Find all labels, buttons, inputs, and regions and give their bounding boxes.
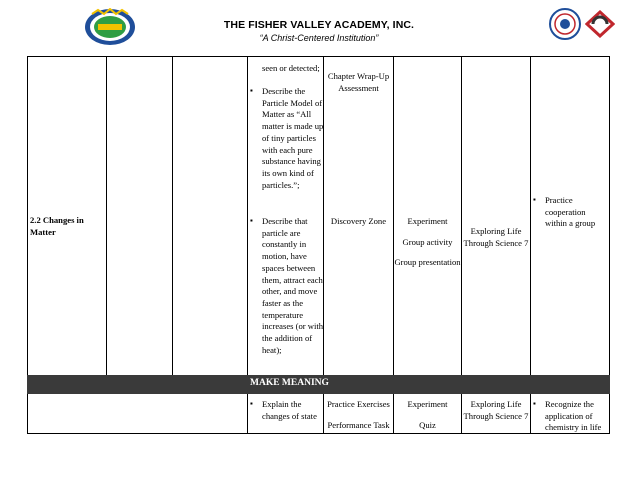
assessment-performance-task: Performance Task	[327, 420, 390, 430]
bullet-icon: ▪	[250, 399, 253, 408]
competency-particle-motion: Describe that particle are constantly in motion, have spaces between them, attract each other, and move faster as the temperature increases (or with the addition of heat);	[262, 216, 324, 355]
partner-logo	[585, 10, 615, 38]
activity-experiment: Experiment	[407, 399, 448, 409]
topic-cell: 2.2 Changes in Matter	[30, 215, 84, 237]
activity-quiz: Quiz	[419, 420, 436, 430]
bullet-icon: ▪	[250, 86, 253, 95]
bullet-icon: ▪	[533, 195, 536, 204]
competency-particle-model: Describe the Particle Model of Matter as “All matter is made up of tiny particles with each pure substance having its own kind of particles.”;	[262, 86, 324, 190]
assessment-wrap-up: Chapter Wrap-Up Assessment	[327, 71, 390, 93]
page-header	[0, 0, 638, 56]
bullet-icon: ▪	[533, 399, 536, 408]
section-title: MAKE MEANING	[250, 378, 329, 388]
activity-group: Group activity	[402, 237, 453, 247]
value-cooperation: Practice cooperation within a group	[545, 195, 596, 229]
column-divider	[530, 56, 531, 376]
column-divider	[247, 56, 248, 376]
bullet-icon: ▪	[250, 216, 253, 225]
activity-presentation: Group presentation	[394, 257, 461, 267]
organization-motto: “A Christ-Centered Institution”	[259, 33, 379, 43]
competency-fragment: seen or detected;	[262, 63, 320, 73]
column-divider	[247, 394, 248, 434]
resource-textbook: Exploring Life Through Science 7	[463, 226, 529, 248]
assessment-practice-exercises: Practice Exercises	[327, 399, 390, 409]
organization-name: THE FISHER VALLEY ACADEMY, INC.	[223, 19, 415, 31]
competency-changes-of-state: Explain the changes of state	[262, 399, 317, 421]
deped-seal-logo	[549, 8, 581, 40]
column-divider	[461, 56, 462, 376]
column-divider	[172, 56, 173, 376]
column-divider	[106, 56, 107, 376]
resource-textbook: Exploring Life Through Science 7	[463, 399, 529, 421]
activity-experiment: Experiment	[407, 216, 448, 226]
value-application: Recognize the application of chemistry in life	[545, 399, 602, 433]
assessment-discovery-zone: Discovery Zone	[330, 216, 387, 226]
